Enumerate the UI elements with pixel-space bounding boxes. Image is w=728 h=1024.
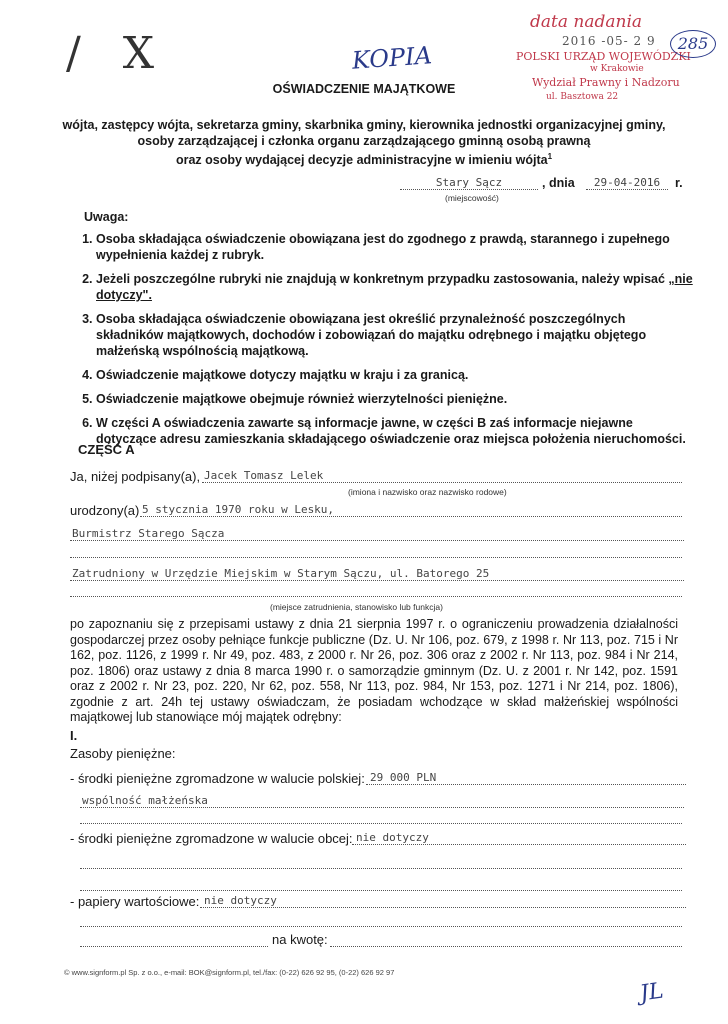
stamp-line-2: w Krakowie (590, 64, 644, 74)
date-field: 29-04-2016 (586, 176, 668, 190)
subtitle-line-2: osoby zarządzającej i członka organu zarządzającego gminną osobą prawną (137, 133, 591, 148)
stamp-line-4: ul. Basztowa 22 (546, 92, 619, 102)
section-title: Zasoby pieniężne: (70, 746, 176, 761)
pln-value-field: 29 000 PLN (366, 771, 686, 785)
blank-line (80, 811, 682, 824)
blank-line (70, 545, 682, 558)
scribble-marks: / X (66, 28, 169, 79)
subtitle-line-3: oraz osoby wydającej decyzje administracyjne w imieniu wójta$^1$ (175, 152, 553, 168)
note-item: 1. Osoba składająca oświadczenie obowiązana jest do zgodnego z prawdą, starannego i zupełnego wypełnienia każdej z rubryk. (96, 231, 696, 263)
signature-initials: JL (638, 978, 666, 1007)
blank-line (80, 914, 682, 927)
amount-prefix-line (80, 934, 268, 947)
amount-field (330, 934, 682, 947)
document-subtitle (0, 118, 728, 169)
employment-caption: (miejsce zatrudnienia, stanowisko lub funkcja) (270, 602, 443, 612)
subtitle-line-1: wójta, zastępcy wójta, sekretarza gminy, skarbnika gminy, kierownika jednostki organizacyjnej gminy, (62, 118, 666, 132)
born-label: urodzony(a) (70, 503, 140, 518)
employment-field: Zatrudniony w Urzędzie Miejskim w Starym Sączu, ul. Batorego 25 (70, 567, 684, 581)
securities-label: - papiery wartościowe: (70, 894, 200, 909)
handwritten-code: KOPIA (351, 41, 433, 75)
date-label: , dnia (542, 176, 575, 190)
signer-name-caption: (imiona i nazwisko oraz nazwisko rodowe) (348, 487, 507, 497)
date-suffix: r. (675, 176, 683, 190)
statement-text: po zapoznaniu się z przepisami ustawy z dnia 21 sierpnia 1997 r. o ograniczeniu prowadzenia działalności gospodarczej przez osoby pełniące funkcje publiczne (Dz. U. Nr 106, poz. 679, z 1998 r. Nr 113, poz. 715 i Nr 162, poz. 1126, z 1999 r. Nr 49, poz. 483, z 2000 r. Nr 26, poz. 306 oraz z 2002 r. Nr 113, poz. 984 i Nr 214, poz. 1806) oraz ustawy z dnia 8 marca 1990 r. o samorządzie gminnym (Dz. U. z 2001 r. Nr 142, poz. 1591 oraz z 2002 r. Nr 23, poz. 220, Nr 62, poz. 558, Nr 113, poz. 984, Nr 153, poz. 1271 i Nr 214, poz. 1806), zgodnie z art. 24h tej ustawy oświadczam, że posiadam wchodzące w skład małżeńskiej wspólności majątkowej lub stanowiące mój majątek odrębny: (70, 617, 678, 724)
place-field: Stary Sącz (400, 176, 538, 190)
signer-name-field: Jacek Tomasz Lelek (202, 469, 682, 483)
blank-line (80, 878, 682, 891)
born-field: 5 stycznia 1970 roku w Lesku, (140, 503, 682, 517)
document-title: OŚWIADCZENIE MAJĄTKOWE (272, 82, 456, 96)
note-item: 5. Oświadczenie majątkowe obejmuje również wierzytelności pieniężne. (96, 391, 696, 407)
blank-line (70, 584, 682, 597)
blank-line (80, 856, 682, 869)
position-field: Burmistrz Starego Sącza (70, 527, 684, 541)
place-caption: (miejscowość) (445, 193, 499, 203)
amount-label: na kwotę: (272, 932, 328, 947)
securities-value-field: nie dotyczy (200, 894, 686, 908)
note-item: 2. Jeżeli poszczególne rubryki nie znajdują w konkretnym przypadku zastosowania, należy wpisać „nie dotyczy". (96, 271, 696, 303)
stamp-line-1: POLSKI URZĄD WOJEWÓDZKI (516, 50, 691, 63)
footer-text: © www.signform.pl Sp. z o.o., e-mail: BOK@signform.pl, tel./fax: (0-22) 626 92 95, (0-22) 626 92 97 (64, 968, 395, 977)
note-item: 6. W części A oświadczenia zawarte są informacje jawne, w części B zaś informacje niejawne dotyczące adresu zamieszkania składającego oświadczenie oraz miejsca położenia nieruchomości. (96, 415, 696, 447)
stamp-date: 2016 -05- 2 9 (562, 34, 656, 48)
stamp-number: 285 (670, 30, 716, 58)
note-item: 3. Osoba składająca oświadczenie obowiązana jest określić przynależność poszczególnych składników majątkowych, dochodów i zobowiązań do majątku odrębnego i majątku objętego małżeńską wspólnością majątkową. (96, 311, 696, 359)
stamp-line-3: Wydział Prawny i Nadzoru (532, 76, 680, 89)
registry-stamp (490, 12, 720, 112)
stamp-handwritten-label: data nadania (530, 12, 643, 32)
notes-list (80, 231, 696, 455)
pln-label: - środki pieniężne zgromadzone w walucie polskiej: (70, 771, 365, 786)
foreign-label: - środki pieniężne zgromadzone w walucie obcej: (70, 831, 353, 846)
uwaga-label: Uwaga: (84, 210, 129, 224)
foreign-value-field: nie dotyczy (352, 831, 686, 845)
signer-label: Ja, niżej podpisany(a), (70, 469, 201, 484)
section-numeral: I. (70, 728, 78, 743)
note-item: 4. Oświadczenie majątkowe dotyczy majątku w kraju i za granicą. (96, 367, 696, 383)
part-a-heading: CZĘŚĆ A (78, 442, 135, 457)
pln-note-field: wspólność małżeńska (80, 794, 684, 808)
